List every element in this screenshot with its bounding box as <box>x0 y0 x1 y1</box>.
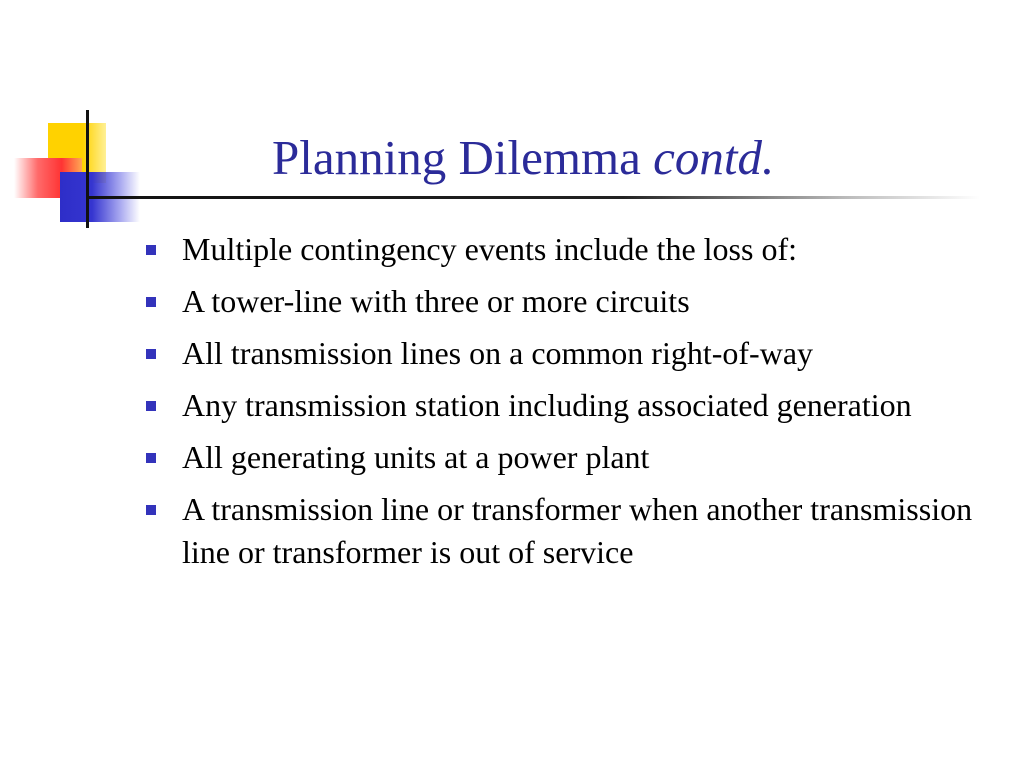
color-blocks-logo <box>0 0 160 240</box>
bullet-text: A transmission line or transformer when another transmission line or transformer is out of service <box>182 491 973 570</box>
bullet-text: Any transmission station including associated generation <box>182 387 912 423</box>
title-divider <box>88 196 980 199</box>
bullet-item <box>146 332 986 375</box>
bullet-text: A tower-line with three or more circuits <box>182 283 690 319</box>
slide-title <box>272 130 774 186</box>
square-bullet-icon <box>146 349 156 359</box>
bullet-item <box>146 436 986 479</box>
bullet-text: Multiple contingency events include the loss of: <box>182 231 797 267</box>
bullet-item <box>146 280 986 323</box>
title-italic-text: contd. <box>653 130 775 185</box>
square-bullet-icon <box>146 297 156 307</box>
square-bullet-icon <box>146 245 156 255</box>
square-bullet-icon <box>146 453 156 463</box>
square-bullet-icon <box>146 505 156 515</box>
bullet-item <box>146 488 986 574</box>
bullet-item <box>146 384 986 427</box>
logo-vertical-line <box>86 110 89 228</box>
bullet-item <box>146 228 986 271</box>
title-main-text: Planning Dilemma <box>272 130 641 185</box>
bullet-text: All transmission lines on a common right-of-way <box>182 335 814 371</box>
bullet-text: All generating units at a power plant <box>182 439 650 475</box>
square-bullet-icon <box>146 401 156 411</box>
bullet-list <box>146 228 986 583</box>
